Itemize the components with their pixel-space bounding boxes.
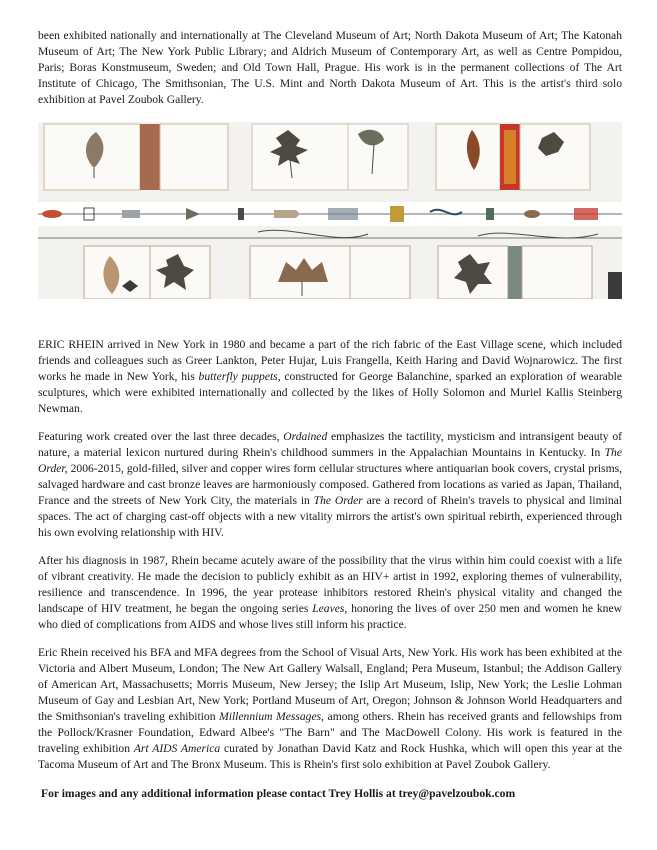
page xyxy=(38,28,622,800)
top-book-middle xyxy=(252,124,408,190)
bottom-book-right xyxy=(438,246,592,299)
paragraph-biography: ERIC RHEIN arrived in New York in 1980 and became a part of the rich fabric of the East Village scene, which included friends and colleagues such as Greer Lankton, Peter Hujar, Luis Frangella, Keith Haring and David Wojnarowicz. The first works he made in New York, his butterfly puppets, constructed for George Balanchine, sparked an exploration of wearable sculptures, which were exhibited internationally and collected by the likes of Holly Solomon and Muriel Kallis Steinberg Newman. xyxy=(38,338,622,415)
bottom-book-middle xyxy=(250,246,410,299)
contact-line: For images and any additional information please contact Trey Hollis at trey@pavelzoubok.com xyxy=(41,787,516,800)
top-book-right xyxy=(436,124,590,190)
bottom-book-left xyxy=(84,246,210,299)
paragraph-diagnosis: After his diagnosis in 1987, Rhein became acutely aware of the possibility that the virus within him could coexist with a life of vibrant creativity. He made the decision to publicly exhibit as an HIV+ artist in 1992, exploring themes of vulnerability, resilience and transcendence. In 1996, the year protease inhibitors restored Rhein's physical vitality and changed the landscape of HIV treatment, he began the ongoing series Leaves, honoring the lives of over 250 men and women he knew who died of complications from AIDS and whose lives still inform his practice. xyxy=(38,554,623,631)
top-book-left xyxy=(44,124,228,190)
paragraph-education: Eric Rhein received his BFA and MFA degrees from the School of Visual Arts, New York. His work has been exhibited at the Victoria and Albert Museum, London; The New Art Gallery Walsall, England; Pera Museum, Istanbul; the Addison Gallery of American Art, Massachusetts; Morris Museum, New Jersey; the Islip Art Museum, Islip, New York; the Leslie Lohman Museum of Gay and Lesbian Art, New York; Portland Museum of Art, Oregon; Johnson & Johnson World Headquarters and the Smithsonian's traveling exhibition Millennium Messages, among others. Rhein has received grants and fellowships from the Pollock/Krasner Foundation, Edward Albee's "The Barn" and The MacDowell Colony. His work is featured in the traveling exhibition Art AIDS America curated by Jonathan David Katz and Rock Hushka, which will open this year at the Tacoma Museum of Art and The Bronx Museum. This is Rhein's first solo exhibition at Pavel Zoubok Gallery. xyxy=(38,646,622,771)
artwork-image-the-order xyxy=(38,122,622,299)
paragraph-ordained: Featuring work created over the last three decades, Ordained emphasizes the tactility, mysticism and intransigent beauty of nature, a material lexicon nurtured during Rhein's childhood summers in the Appalachian Mountains in Kentucky. In The Order, 2006-2015, gold-filled, silver and copper wires form cellular structures where antiquarian book covers, crystal prisms, salvaged hardware and cast bronze leaves are harmoniously composed. Gathered from locations as varied as Japan, Thailand, France and the streets of New York City, the materials in The Order are a record of Rhein's travels to physical and liminal spaces. The act of charging cast-off objects with a new vitality mirrors the artist's own spiritual rebirth, experienced through his own evolving relationship with HIV. xyxy=(38,430,622,539)
paragraph-prior-exhibitions: been exhibited nationally and internationally at The Cleveland Museum of Art; North Dakota Museum of Art; The Katonah Museum of Art; The New York Public Library; and Aldrich Museum of Contemporary Art, as well as Centre Pompidou, Paris; Boras Konstmuseum, Sweden; and Old Town Hall, Prague. His work is in the permanent collections of The Art Institute of Chicago, The Smithsonian, The U.S. Mint and North Dakota Museum of Art. This is the artist's third solo exhibition at Pavel Zoubok Gallery. xyxy=(38,29,622,106)
